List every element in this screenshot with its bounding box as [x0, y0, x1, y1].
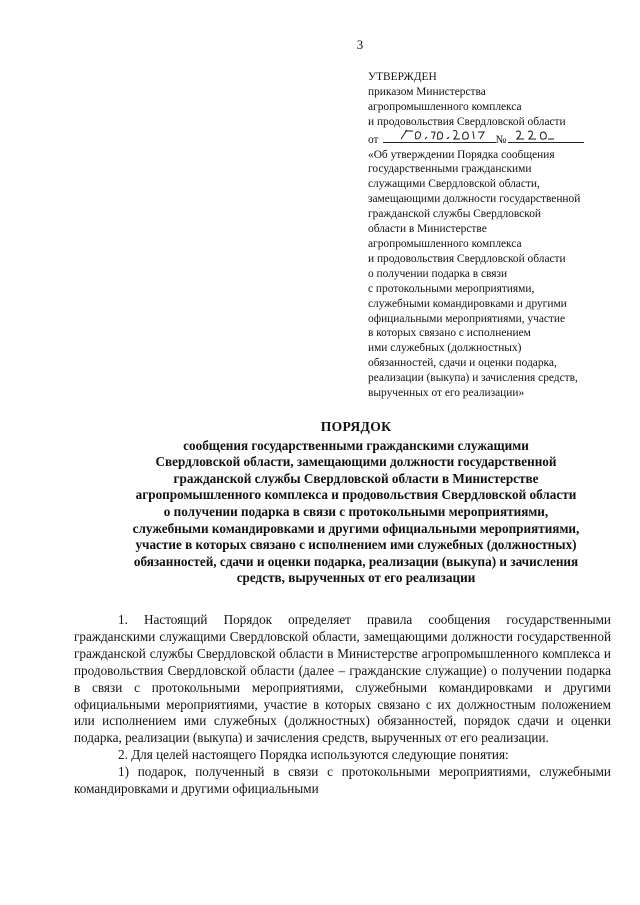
document-body	[74, 612, 611, 798]
approval-quote-line: государственными гражданскими	[368, 163, 532, 176]
approval-quote-line: о получении подарка в связи	[368, 267, 508, 280]
subtitle-line: Свердловской области, замещающими должности государственной	[155, 454, 557, 470]
subtitle-line: о получении подарка в связи с протокольными мероприятиями,	[163, 503, 549, 519]
approval-quote-line: гражданской службы Свердловской	[368, 208, 541, 221]
handwritten-number-signature	[508, 130, 584, 143]
subtitle-line: участие в которых связано с исполнением ими служебных (должностных)	[135, 537, 577, 553]
approval-quote-line: агропромышленного комплекса	[368, 237, 522, 250]
approval-date-line	[368, 130, 618, 148]
approval-quote-line: служебными командировками и другими	[368, 297, 567, 310]
subtitle-line: средств, вырученных от его реализации	[236, 570, 476, 586]
number-prefix: №	[495, 133, 507, 146]
body-paragraph: 2. Для целей настоящего Порядка используются следующие понятия:	[118, 747, 509, 763]
approval-quote-line: реализации (выкупа) и зачисления средств,	[368, 372, 578, 385]
approval-quote-line: ими служебных (должностных)	[368, 342, 522, 355]
subtitle-line: сообщения государственными гражданскими служащими	[183, 437, 529, 453]
page-number: 3	[356, 37, 364, 52]
approval-line: агропромышленного комплекса	[368, 100, 522, 113]
approval-quote-line: официальными мероприятиями, участие	[368, 312, 566, 325]
document-title-block	[72, 419, 640, 587]
approval-quote-line: «Об утверждении Порядка сообщения	[368, 148, 555, 161]
approval-quote-line: служащими Свердловской области,	[368, 178, 540, 191]
approval-quote-line: и продовольствия Свердловской области	[368, 252, 566, 265]
approval-quote-line: в которых связано с исполнением	[368, 327, 531, 340]
approval-quote-line: области в Министерстве	[368, 223, 487, 236]
handwritten-date-signature	[383, 130, 496, 143]
date-prefix: от	[368, 133, 379, 146]
approval-quote-line: с протокольными мероприятиями,	[368, 282, 535, 295]
approval-line: и продовольствия Свердловской области	[368, 115, 566, 128]
approval-quote-line: замещающими должности государственной	[368, 193, 581, 206]
approval-block	[368, 70, 618, 401]
subtitle-line: гражданской службы Свердловской области в Министерстве	[173, 470, 539, 486]
document-title: ПОРЯДОК	[320, 419, 392, 434]
body-paragraph: 1) подарок, полученный в связи с протокольными мероприятиями, служебными командировками и другими официальными	[74, 764, 611, 797]
subtitle-line: агропромышленного комплекса и продовольствия Свердловской области	[135, 487, 577, 503]
body-paragraph: 1. Настоящий Порядок определяет правила сообщения государственными гражданскими служащими Свердловской области, замещающими должности государственной гражданской службы Свердловской области в Министерстве агропромышленного комплекса и продовольствия Свердловской области (далее – гражданские служащие) о получении подарка в связи с протокольными мероприятиями, служебными командировками и другими официальными мероприятиями, участие в которых связано с их должностным положением или исполнением ими служебных (должностных) обязанностей, порядок сдачи и оценки подарка, реализации (выкупа) и зачисления средств, вырученных от его реализации.	[74, 612, 611, 746]
approval-line: приказом Министерства	[368, 85, 486, 98]
approval-heading: УТВЕРЖДЕН	[368, 71, 437, 83]
approval-quote-line: вырученных от его реализации»	[368, 387, 525, 400]
approval-quote-line: обязанностей, сдачи и оценки подарка,	[368, 357, 557, 370]
subtitle-line: обязанностей, сдачи и оценки подарка, реализации (выкупа) и зачисления	[133, 553, 579, 569]
subtitle-line: служебными командировками и другими официальными мероприятиями,	[132, 520, 580, 536]
